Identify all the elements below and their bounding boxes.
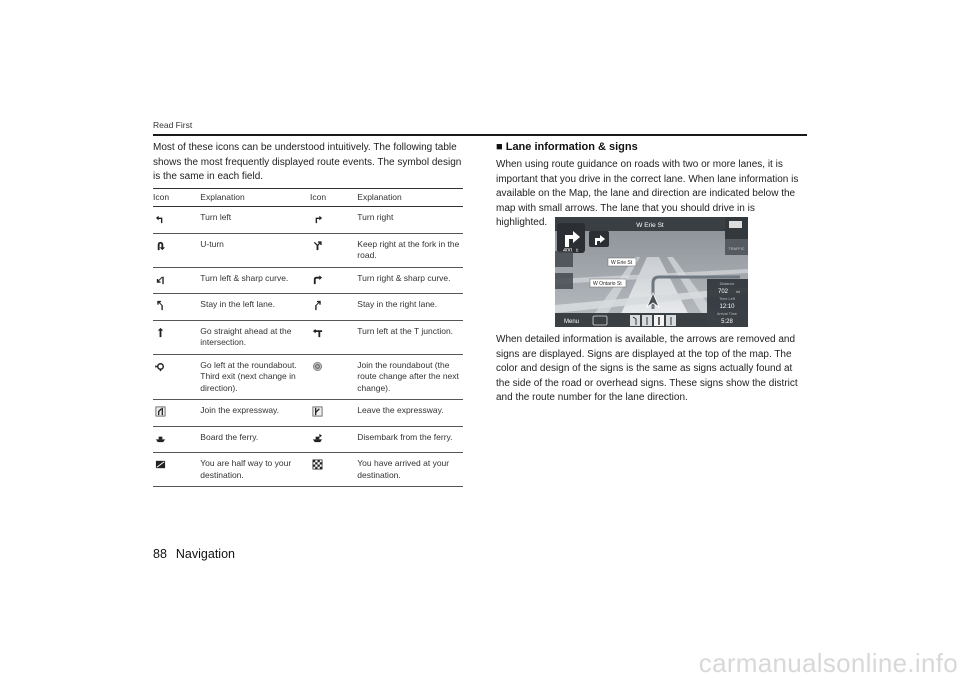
header-rule [153, 134, 807, 136]
section-label: Read First [153, 120, 193, 130]
table-cell: You are half way to your destination. [200, 453, 310, 487]
traffic-label: TRAFFIC [728, 247, 745, 251]
top-street-name: W Erie St [636, 222, 664, 229]
table-cell: Board the ferry. [200, 426, 310, 453]
table-cell: Turn left [200, 207, 310, 234]
table-cell: Go straight ahead at the intersection. [200, 320, 310, 354]
table-row [153, 294, 463, 321]
table-row [153, 453, 463, 487]
table-row [153, 320, 463, 354]
table-cell: Join the expressway. [200, 400, 310, 427]
page-footer [153, 547, 235, 561]
sharp-left-icon [155, 274, 166, 285]
table-row [153, 426, 463, 453]
navigation-screenshot [555, 217, 748, 327]
header-explanation-2: Explanation [357, 189, 463, 207]
table-cell: Turn left & sharp curve. [200, 267, 310, 294]
table-cell: U-turn [200, 233, 310, 267]
right-lane-icon [312, 300, 323, 311]
signs-paragraph: When detailed information is available, the arrows are removed and signs are displayed. Signs are displayed at the top of the map. The color and design of the signs is the same as signs actually found at the side of the road or overhead signs. These signs show the district and the route number for the lane direction. [496, 334, 798, 403]
distance-label: Distance [719, 282, 735, 286]
table-cell: Turn right [357, 207, 463, 234]
distance-value: 702 [717, 289, 729, 295]
table-cell: Stay in the right lane. [357, 294, 463, 321]
straight-ahead-icon [155, 327, 166, 338]
header-explanation-1: Explanation [200, 189, 310, 207]
view-control[interactable] [555, 273, 573, 289]
street-label-1-text: W Erie St [611, 260, 633, 266]
intro-paragraph: Most of these icons can be understood intuitively. The following table shows the most frequently displayed route events. The symbol design is the same in each field. [153, 142, 462, 182]
roundabout-join-icon [312, 361, 323, 372]
left-column [153, 141, 463, 185]
time-left-label: Time Left [719, 297, 735, 301]
table-cell: Turn right & sharp curve. [357, 267, 463, 294]
zoom-control[interactable] [555, 251, 573, 267]
table-cell: You have arrived at your destination. [357, 453, 463, 487]
page-number: 88 [153, 547, 167, 561]
table-cell: Stay in the left lane. [200, 294, 310, 321]
lane-info-paragraph: When using route guidance on roads with two or more lanes, it is important that you drive in the correct lane. When lane information is available on the Map, the lane and direction are indicated below the map with small arrows. The lane that you should drive in is highlighted. [496, 159, 799, 228]
signal-strength-icon [729, 221, 742, 228]
header-icon-2: Icon [310, 189, 357, 207]
signs-section [496, 333, 808, 406]
table-cell: Keep right at the fork in the road. [357, 233, 463, 267]
halfway-icon [155, 459, 166, 470]
ferry-board-icon [155, 433, 166, 444]
menu-button[interactable]: Menu [564, 319, 580, 325]
table-row [153, 354, 463, 400]
expressway-join-icon [155, 406, 166, 417]
table-cell: Join the roundabout (the route change after the next change). [357, 354, 463, 400]
expressway-leave-icon [312, 406, 323, 417]
heading-marker: ■ [496, 141, 503, 153]
table-cell: Turn left at the T junction. [357, 320, 463, 354]
street-label-2-text: W Ontario St [593, 281, 622, 287]
turn-distance-unit: ft [576, 248, 579, 253]
ferry-disembark-icon [312, 433, 323, 444]
u-turn-icon [155, 240, 166, 251]
arrival-label: Arrival Time [716, 312, 738, 316]
table-header-row [153, 189, 463, 207]
chapter-title: Navigation [175, 547, 235, 561]
table-row [153, 267, 463, 294]
turn-left-icon [155, 213, 166, 224]
header-icon-1: Icon [153, 189, 200, 207]
arrival-value: 5:28 [721, 319, 733, 325]
table-cell: Disembark from the ferry. [357, 426, 463, 453]
time-left-value: 12:10 [719, 304, 735, 310]
t-junction-left-icon [312, 327, 323, 338]
distance-value-unit: mi [736, 289, 741, 294]
table-row [153, 400, 463, 427]
checkered-flag-icon [312, 459, 323, 470]
table-row [153, 233, 463, 267]
heading-text: Lane information & signs [505, 141, 638, 153]
keep-right-fork-icon [312, 240, 323, 251]
left-lane-icon [155, 300, 166, 311]
table-row [153, 207, 463, 234]
turn-right-icon [312, 213, 323, 224]
watermark: carmanualsonline.info [698, 648, 958, 678]
route-events-table [153, 188, 463, 487]
sharp-right-icon [312, 274, 323, 285]
roundabout-left-icon [155, 361, 166, 372]
lane-info-heading [496, 141, 808, 153]
table-cell: Go left at the roundabout. Third exit (next change in direction). [200, 354, 310, 400]
table-cell: Leave the expressway. [357, 400, 463, 427]
